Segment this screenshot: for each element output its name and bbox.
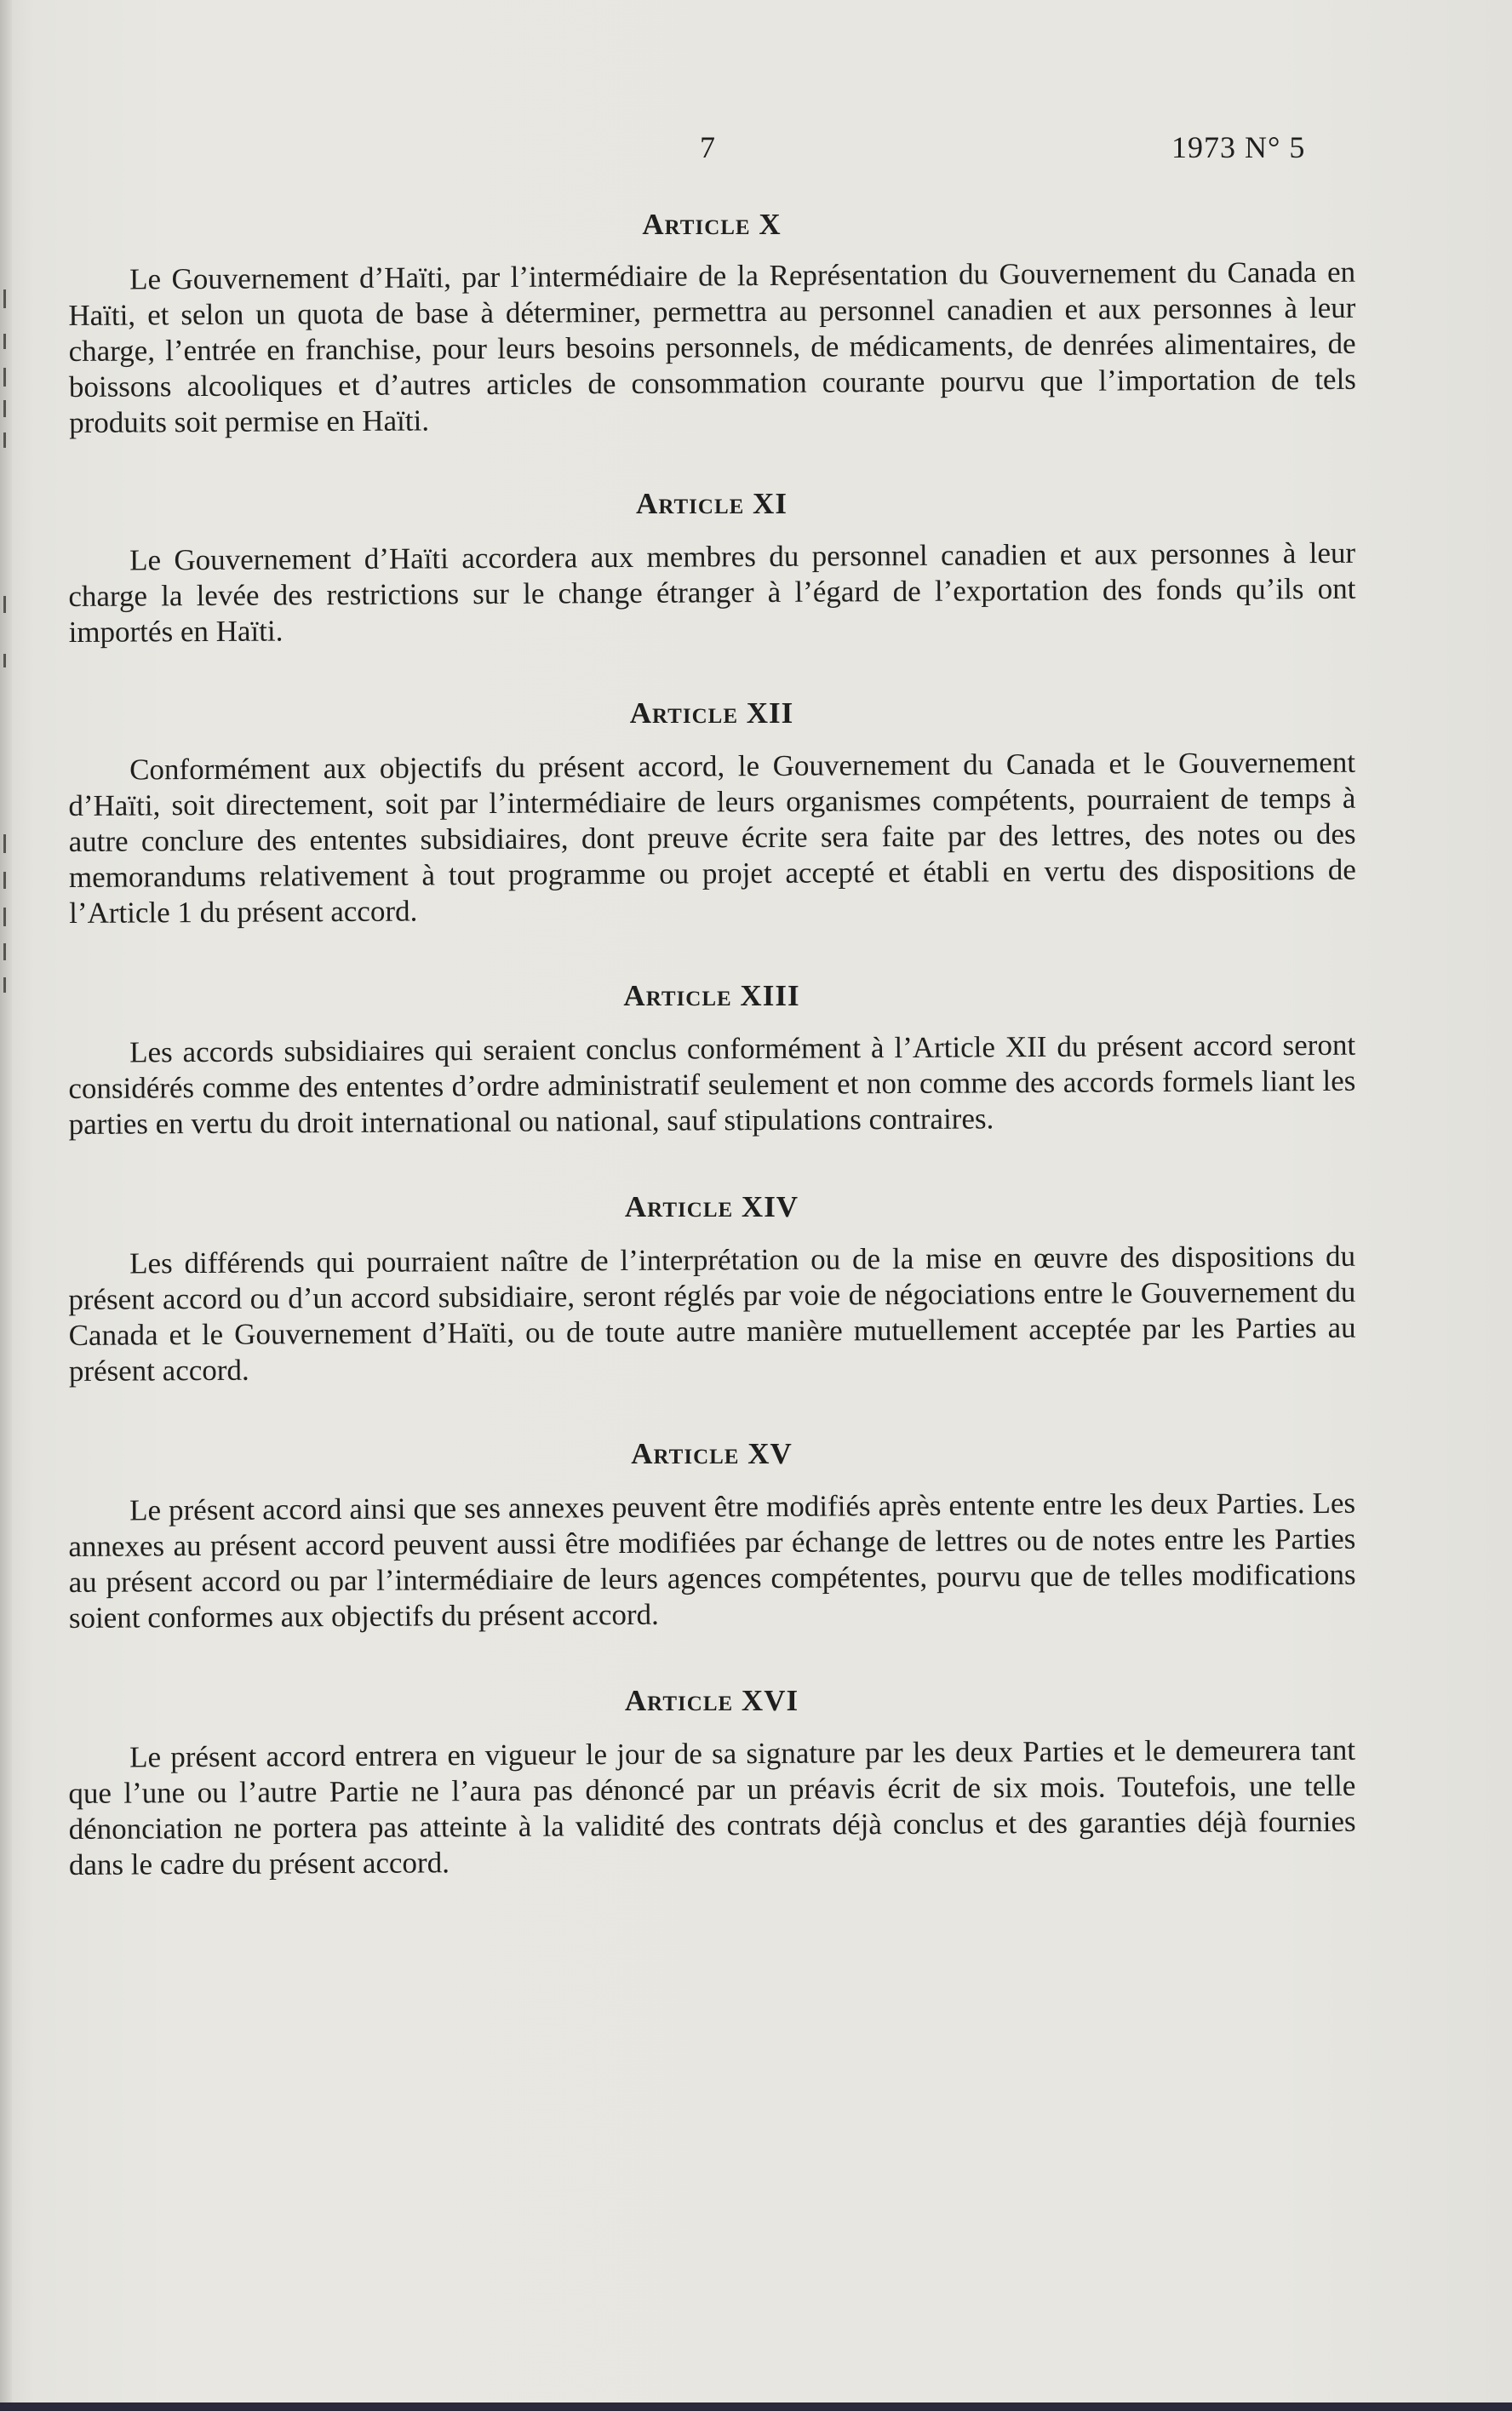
page-binding-edge [0,0,12,2411]
article-title: Article XI [636,487,788,520]
bleed-mark [3,334,6,349]
article-13 [68,977,1355,1143]
article-text: Les accords subsidiaires qui seraient conclus conformément à l’Article XII du présent accord seront considérés comme des ententes d’ordre administratif seulement et non comme des accords formels liant les parties en vertu du droit international ou national, sauf stipulations contraires. [68,1028,1356,1141]
document-body [68,206,1355,1883]
article-title: Article X [642,208,782,241]
article-16 [68,1682,1355,1883]
article-12 [68,695,1355,931]
bleed-mark [3,834,6,853]
article-title: Article XV [631,1437,793,1470]
article-text: Le présent accord entrera en vigueur le jour de sa signature par les deux Parties et le demeurera tant que l’une ou l’autre Partie ne l’aura pas dénoncé par un préavis écrit de six mois. Toutefois, une telle dénonciation ne portera pas atteinte à la validité des contrats déjà conclus et des garanties déjà fournies dans le cadre du présent accord. [68,1732,1356,1881]
article-10 [68,206,1355,441]
article-text: Conformément aux objectifs du présent accord, le Gouvernement du Canada et le Gouvernement d’Haïti, soit directement, soit par l’intermédiaire de leurs organismes compétents, pourraient de temps à autre conclure des ententes subsidiaires, dont preuve écrite sera faite par des lettres, des notes ou des memorandums relativement à tout programme ou projet accepté et établi en vertu des dispositions de l’Article 1 du présent accord. [68,745,1356,930]
page-bottom-edge [0,2402,1512,2411]
article-text: Le présent accord ainsi que ses annexes peuvent être modifiés après entente entre les deux Parties. Les annexes au présent accord peuvent aussi être modifiées par échange de lettres ou de notes entre les Parties au présent accord ou par l’intermédiaire de leurs agences compétentes, pourvu que de telles modifications soient conformes aux objectifs du présent accord. [68,1486,1356,1635]
article-14 [68,1188,1355,1389]
page-header [0,129,1512,172]
bleed-mark [3,943,6,960]
bleed-mark [3,432,6,448]
article-text: Les différends qui pourraient naître de l’interprétation ou de la mise en œuvre des dispositions du présent accord ou d’un accord subsidiaire, seront réglés par voie de négociations entre le Gouvernement du Canada et le Gouvernement d’Haïti, ou de toute autre manière mutuellement acceptée par les Parties au présent accord. [68,1239,1356,1388]
bleed-mark [3,400,6,417]
bleed-mark [3,908,6,926]
bleed-mark [3,654,6,667]
article-title: Article XIV [624,1190,799,1223]
article-title: Article XVI [624,1684,799,1717]
bleed-mark [3,977,6,993]
article-text: Le Gouvernement d’Haïti accordera aux membres du personnel canadien et aux personnes à leur charge la levée des restrictions sur le change étranger à l’égard de l’exportation des fonds qu’ils ont importés en Haïti. [68,535,1356,649]
document-reference: 1973 N° 5 [1171,130,1306,164]
bleed-mark [3,872,6,889]
article-11 [68,485,1355,650]
article-title: Article XII [629,696,794,730]
bleed-mark [3,596,6,613]
bleed-mark [3,368,6,387]
article-text: Le Gouvernement d’Haïti, par l’intermédiaire de la Représentation du Gouvernement du Canada en Haïti, et selon un quota de base à déterminer, permettra au personnel canadien et aux personnes à leur charge, l’entrée en franchise, pour leurs besoins personnels, de médicaments, de denrées alimentaires, de boissons alcooliques et d’autres articles de consommation courante pourvu que l’importation de tels produits soit permise en Haïti. [68,255,1356,439]
article-title: Article XIII [623,979,800,1012]
bleed-mark [3,289,6,308]
article-15 [68,1435,1355,1636]
page-number: 7 [700,130,715,164]
